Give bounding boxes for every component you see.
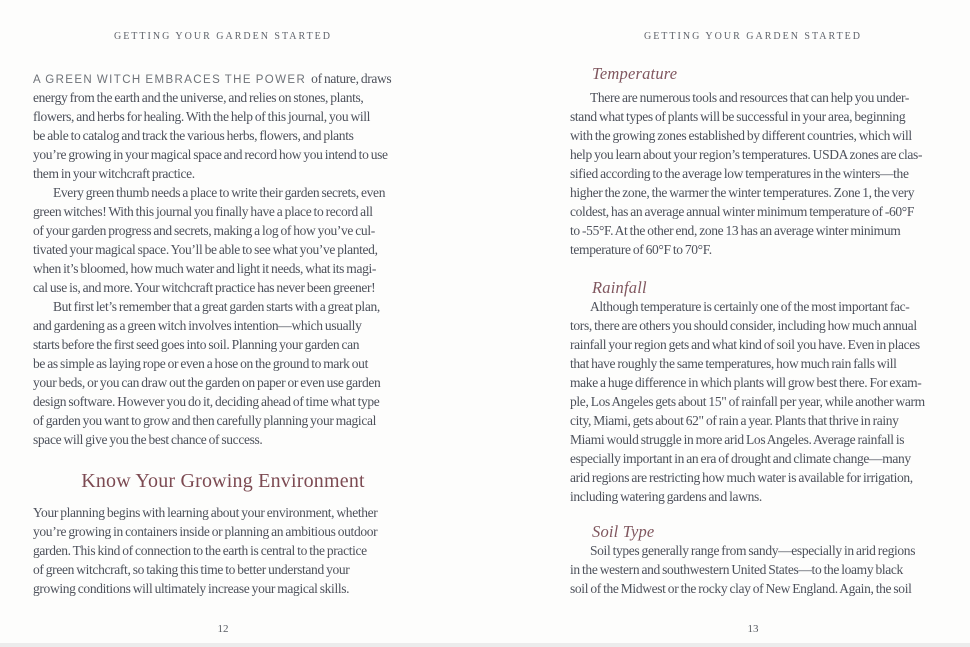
text-line: help you learn about your region’s temperatures. USDA zones are clas- [570, 147, 923, 162]
text-line: you’re growing in containers inside or planning an ambitious outdoor [33, 524, 378, 539]
subheading-temperature: Temperature [592, 64, 678, 83]
lead-in-rest: of nature, draws [311, 71, 392, 86]
text-line: your beds, or you can draw out the garden on paper or even use garden [33, 375, 381, 390]
text-line: when it’s bloomed, how much water and light it needs, what its magi- [33, 261, 377, 276]
text-line: city, Miami, gets about 62" of rain a year. Plants that thrive in rainy [570, 413, 899, 428]
paragraph-soil-type [570, 541, 936, 598]
paragraph-temperature [570, 88, 936, 259]
text-line: growing conditions will ultimately increase your magical skills. [33, 581, 350, 596]
text-line: starts before the first seed goes into soil. Planning your garden can [33, 337, 360, 352]
text-line: sified according to the average low temperatures in the winters—the [570, 166, 909, 181]
text-line: stand what types of plants will be successful in your area, beginning [570, 109, 906, 124]
text-line: tivated your magical space. You’ll be able to see what you’ve planted, [33, 242, 378, 257]
text-line: them in your witchcraft practice. [33, 166, 195, 181]
paragraph-green-thumb [33, 183, 413, 297]
text-line: you’re growing in your magical space and record how you intend to use [33, 147, 388, 162]
text-line: cal use is, and more. Your witchcraft practice has never been greener! [33, 280, 376, 295]
text-line: in the western and southwestern United States—to the loamy black [570, 562, 903, 577]
intro-first-line [33, 69, 413, 88]
text-line: design software. However you do it, deciding ahead of time what type [33, 394, 380, 409]
text-line: energy from the earth and the universe, and relies on stones, plants, [33, 90, 364, 105]
text-line: and gardening as a green witch involves intention—which usually [33, 318, 362, 333]
page-number-right: 13 [747, 623, 759, 635]
text-line: to -55°F. At the other end, zone 13 has an average winter minimum [570, 223, 901, 238]
left-page-body-text [33, 69, 413, 449]
text-line: tors, there are others you should consider, including how much annual [570, 318, 917, 333]
text-line: soil of the Midwest or the rocky clay of New England. Again, the soil [570, 581, 912, 596]
text-line: of your garden progress and secrets, making a log of how you’ve cul- [33, 223, 375, 238]
text-line: that have roughly the same temperatures, how much rain falls will [570, 356, 897, 371]
subheading-rainfall: Rainfall [592, 278, 647, 297]
left-page [33, 0, 413, 647]
text-line: temperature of 60°F to 70°F. [570, 242, 712, 257]
text-line: be as simple as laying rope or even a hose on the ground to mark out [33, 356, 368, 371]
subheading-soil-type: Soil Type [592, 522, 655, 541]
right-page [570, 0, 936, 647]
text-line: with the growing zones established by different countries, which will [570, 128, 912, 143]
section-heading-know-your-growing-environment: Know Your Growing Environment [81, 470, 365, 492]
text-line: be able to catalog and track the various herbs, flowers, and plants [33, 128, 354, 143]
text-line: arid regions are restricting how much water is available for irrigation, [570, 470, 913, 485]
text-line: Miami would struggle in more arid Los Angeles. Average rainfall is [570, 432, 905, 447]
text-line: especially important in an era of drought and climate change—many [570, 451, 911, 466]
text-line: including watering gardens and lawns. [570, 489, 762, 504]
text-line: flowers, and herbs for healing. With the help of this journal, you will [33, 109, 371, 124]
running-header-right: GETTING YOUR GARDEN STARTED [643, 31, 863, 42]
running-header-left: GETTING YOUR GARDEN STARTED [113, 31, 333, 42]
text-line: coldest, has an average annual winter minimum temperature of -60°F [570, 204, 914, 219]
text-line: green witches! With this journal you finally have a place to record all [33, 204, 373, 219]
page-number-left: 12 [217, 623, 229, 635]
text-line: Soil types generally range from sandy—especially in arid regions [590, 543, 916, 558]
intro-paragraph [33, 88, 413, 183]
text-line: higher the zone, the warmer the winter temperatures. Zone 1, the very [570, 185, 915, 200]
text-line: of garden you want to grow and then carefully planning your magical [33, 413, 377, 428]
paragraph-great-plan [33, 297, 413, 449]
text-line: But first let’s remember that a great garden starts with a great plan, [53, 299, 380, 314]
lead-in-caps: A GREEN WITCH EMBRACES THE POWER [33, 74, 307, 86]
text-line: There are numerous tools and resources that can help you under- [590, 90, 910, 105]
paragraph-your-planning [33, 503, 413, 598]
text-line: Although temperature is certainly one of the most important fac- [590, 299, 910, 314]
text-line: space will give you the best chance of success. [33, 432, 263, 447]
text-line: ple, Los Angeles gets about 15" of rainfall per year, while another warm [570, 394, 925, 409]
paragraph-rainfall [570, 297, 936, 506]
text-line: rainfall your region gets and what kind of soil you have. Even in places [570, 337, 920, 352]
photo-bottom-edge [0, 643, 970, 647]
text-line: garden. This kind of connection to the earth is central to the practice [33, 543, 367, 558]
text-line: Every green thumb needs a place to write their garden secrets, even [53, 185, 386, 200]
text-line: Your planning begins with learning about your environment, whether [33, 505, 378, 520]
text-line: of green witchcraft, so taking this time to better understand your [33, 562, 350, 577]
text-line: make a huge difference in which plants will grow best there. For exam- [570, 375, 922, 390]
